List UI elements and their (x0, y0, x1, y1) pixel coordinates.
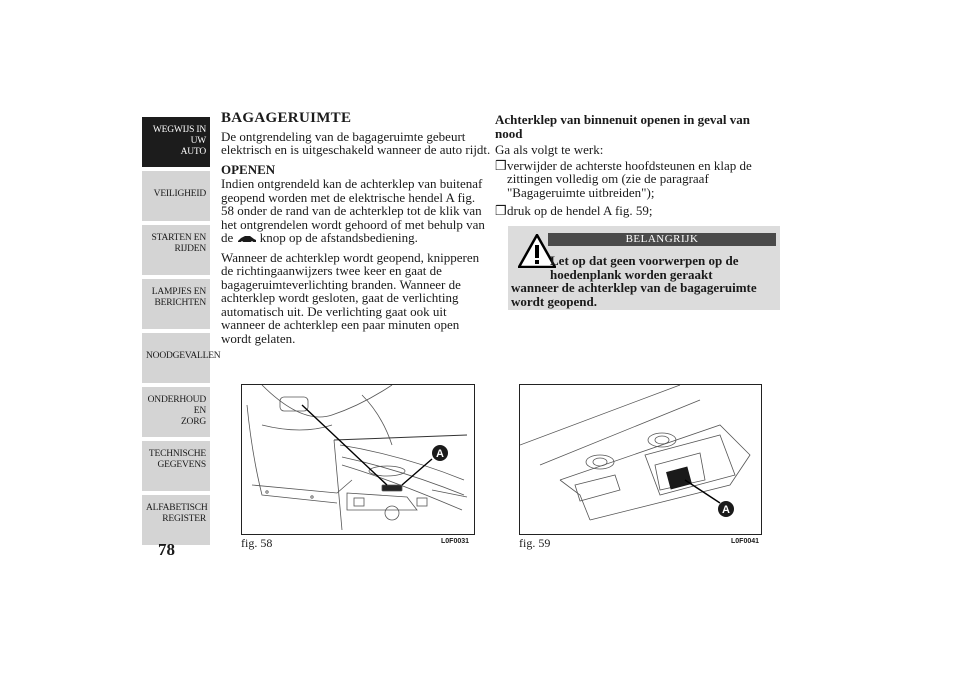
tab-label: AUTO (180, 147, 206, 157)
list-item (495, 159, 780, 200)
warning-text (511, 254, 777, 308)
tab-label: REGISTER (162, 514, 206, 524)
warning-line: Let op dat geen voorwerpen op de (550, 253, 739, 268)
list-item-text: verwijder de achterste hoofdsteunen en klap de zittingen volledig om (zie de paragraaf "Bagageruimte uitbreiden"); (507, 157, 752, 200)
figure-59-image (519, 384, 762, 535)
warning-line: wanneer de achterklep van de bagageruimte wordt geopend. (511, 280, 757, 309)
tab-wegwijs-in-uw-auto[interactable] (142, 117, 210, 167)
warning-line: hoedenplank worden geraakt (550, 266, 713, 282)
figure-59-marker: A (722, 504, 730, 516)
light-paragraph: Wanneer de achterklep wordt geopend, knipperen de richtingaanwijzers twee keer en gaat de bagageruimteverlichting branden. Wanneer de achterklep wordt gesloten, gaat de verlichting automatisch uit. De verlichting gaat ook uit wanneer de achterklep een paar minuten open wordt gelaten. (221, 249, 480, 346)
figure-58-code: L0F0031 (441, 538, 470, 545)
tailgate-key-icon (237, 234, 257, 244)
list-item (495, 204, 780, 218)
tab-label: BERICHTEN (154, 298, 206, 308)
tab-label: ONDERHOUD EN (147, 395, 206, 416)
checkbox-bullet-icon: ❒ (495, 203, 507, 218)
figure-59-code: L0F0041 (731, 538, 760, 545)
figure-58-marker: A (436, 448, 444, 460)
tab-starten-en-rijden[interactable] (142, 225, 210, 275)
left-column (221, 112, 491, 351)
tab-label: WEGWIJS IN UW (152, 125, 206, 146)
tab-lampjes-en-berichten[interactable] (142, 279, 210, 329)
figure-58-image (241, 384, 475, 535)
warning-title: BELANGRIJK (548, 233, 776, 246)
tab-technische-gegevens[interactable] (142, 441, 210, 491)
tab-veiligheid[interactable] (142, 171, 210, 221)
tab-label: RIJDEN (174, 244, 206, 254)
tab-label: LAMPJES EN (151, 287, 206, 297)
open-heading: OPENEN (221, 161, 276, 177)
emergency-heading: Achterklep van binnenuit openen in geval van nood (495, 112, 750, 141)
open-text-part1: Indien ontgrendeld kan de achterklep van buitenaf geopend worden met de elektrische hendel A fig. 58 onder de rand van de achterklep tot de klik van het ontgrendelen wordt gehoord of met behulp van de (221, 176, 485, 245)
tab-label: ALFABETISCH (146, 503, 208, 513)
right-column (495, 113, 780, 223)
tab-label: VEILIGHEID (153, 189, 206, 199)
tab-label: ZORG (180, 417, 206, 427)
tab-alfabetisch-register[interactable] (142, 495, 210, 545)
open-paragraph (221, 177, 491, 245)
steps-intro: Ga als volgt te werk: (495, 142, 604, 157)
intro-paragraph: De ontgrendeling van de bagageruimte gebeurt elektrisch en is uitgeschakeld wanneer de auto rijdt. (221, 128, 491, 157)
open-text-part2: knop op de afstandsbediening. (259, 230, 418, 245)
section-title: BAGAGERUIMTE (221, 110, 352, 126)
tab-noodgevallen[interactable] (142, 333, 221, 383)
figure-59-caption: fig. 59 (519, 536, 551, 550)
tab-label: TECHNISCHE (148, 449, 206, 459)
checkbox-bullet-icon: ❒ (495, 157, 507, 173)
figure-58-caption: fig. 58 (241, 536, 273, 550)
tab-onderhoud-en-zorg[interactable] (142, 387, 210, 437)
list-item-text: druk op de hendel A fig. 59; (507, 203, 653, 218)
tab-label: NOODGEVALLEN (146, 351, 221, 361)
tab-label: STARTEN EN (151, 233, 206, 243)
tailgate-lock-illustration (520, 385, 761, 534)
tab-label: GEGEVENS (157, 460, 206, 470)
tailgate-exterior-illustration (242, 385, 474, 534)
page-number: 78 (158, 540, 175, 559)
